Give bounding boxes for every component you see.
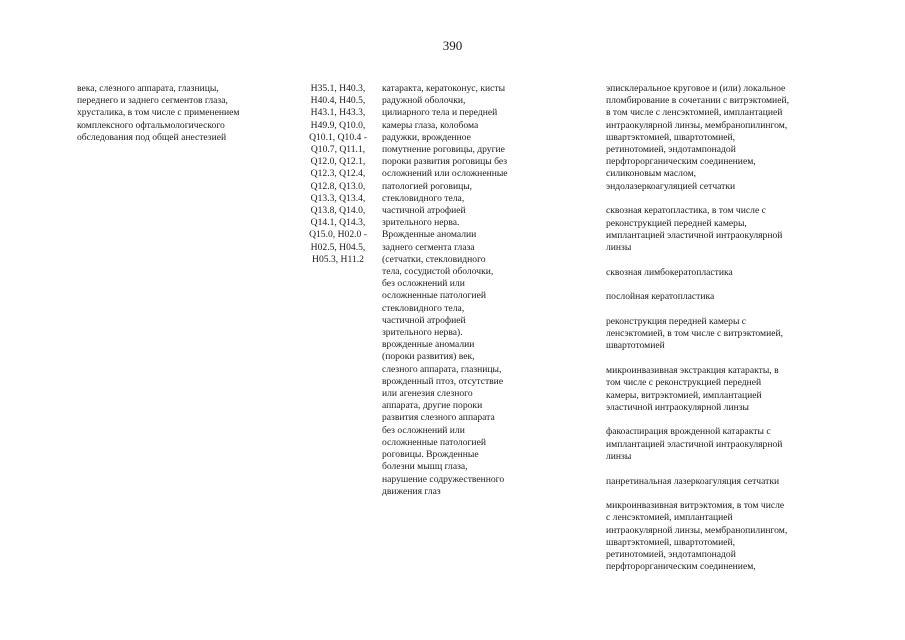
treatment-method-entry bbox=[606, 476, 821, 488]
text-line: без осложнений или bbox=[382, 424, 465, 436]
text-line: слезного аппарата, глазницы, bbox=[382, 363, 502, 375]
text-line: аппарата, другие пороки bbox=[382, 400, 483, 412]
text-line: в том числе с ленсэктомией, имплантацией bbox=[606, 107, 783, 119]
text-line: камеры глаза, колобома bbox=[382, 119, 479, 131]
text-line: Q15.0, H02.0 - bbox=[309, 229, 367, 241]
text-line: панретинальная лазеркоагуляция сетчатки bbox=[606, 475, 780, 487]
text-line: пломбирование в сочетании с витрэктомией, bbox=[606, 95, 789, 107]
text-line: перфторорганическим соединением, bbox=[606, 156, 756, 168]
text-line: (пороки развития) век, bbox=[382, 351, 475, 363]
text-line: Q12.0, Q12.1, bbox=[310, 156, 366, 168]
text-line: интраокулярной линзы, мембранопилингом, bbox=[606, 119, 788, 131]
text-line: ретинотомией, эндотампонадой bbox=[606, 549, 736, 561]
text-line: швартэктомией, швартотомией, bbox=[606, 536, 736, 548]
text-line: H02.5, H04.5, bbox=[310, 241, 366, 253]
text-line: имплантацией эластичной интраокулярной bbox=[606, 438, 783, 450]
page-number: 390 bbox=[442, 38, 463, 53]
text-line: эндолазеркоагуляцией сетчатки bbox=[606, 180, 736, 192]
text-line: осложненные патологией bbox=[382, 290, 486, 302]
text-line: радужки, врожденное bbox=[382, 131, 471, 143]
text-line: эписклеральное круговое и (или) локальное bbox=[606, 83, 786, 94]
text-line: микроинвазивная экстракция катаракты, в bbox=[606, 365, 779, 377]
treatment-method-entry bbox=[606, 500, 821, 573]
text-line: врожденный птоз, отсутствие bbox=[382, 375, 504, 387]
text-line: осложнений или осложненные bbox=[382, 168, 508, 180]
treatment-method-entry bbox=[606, 83, 821, 193]
text-line: Q14.1, Q14.3, bbox=[310, 217, 366, 229]
text-line: H40.4, H40.5, bbox=[310, 95, 366, 107]
text-line: осложненные патологией bbox=[382, 436, 486, 448]
text-line: Q10.1, Q10.4 - bbox=[309, 131, 367, 143]
text-line: ленсэктомией, в том числе с витрэктомией, bbox=[606, 328, 784, 340]
text-line: стекловидного тела, bbox=[382, 302, 465, 314]
text-line: эластичной интраокулярной линзы bbox=[606, 401, 749, 413]
text-line: зрительного нерва). bbox=[382, 327, 463, 339]
text-line: перфторорганическим соединением, bbox=[606, 561, 756, 573]
text-line: Q13.8, Q14.0, bbox=[310, 205, 366, 217]
text-line: ретинотомией, эндотампонадой bbox=[606, 144, 736, 156]
text-line: болезни мышц глаза, bbox=[382, 461, 468, 473]
text-line: линзы bbox=[606, 241, 632, 253]
text-line: (сетчатки, стекловидного bbox=[382, 253, 486, 265]
text-line: имплантацией эластичной интраокулярной bbox=[606, 229, 783, 241]
column-icd-codes bbox=[302, 83, 374, 266]
text-line: сквозная лимбокератопластика bbox=[606, 266, 733, 278]
text-line: том числе с реконструкцией передней bbox=[606, 377, 762, 389]
text-line: помутнение роговицы, другие bbox=[382, 144, 505, 156]
text-line: H35.1, H40.3, bbox=[310, 83, 366, 94]
treatment-method-entry bbox=[606, 291, 821, 303]
text-line: тела, сосудистой оболочки, bbox=[382, 266, 494, 278]
text-line: движения глаз bbox=[382, 485, 441, 497]
text-line: пороки развития роговицы без bbox=[382, 156, 508, 168]
text-line: частичной атрофией bbox=[382, 205, 466, 217]
text-line: H49.9, Q10.0, bbox=[310, 119, 366, 131]
text-line: Q13.3, Q13.4, bbox=[310, 192, 366, 204]
treatment-method-entry bbox=[606, 205, 821, 254]
text-line: H05.3, H11.2 bbox=[312, 253, 364, 265]
treatment-method-entry bbox=[606, 267, 821, 279]
text-line: Q12.8, Q13.0, bbox=[310, 180, 366, 192]
text-line: или агенезия слезного bbox=[382, 388, 473, 400]
column-patient-model bbox=[382, 83, 582, 498]
text-line: нарушение содружественного bbox=[382, 473, 505, 485]
text-line: радужной оболочки, bbox=[382, 95, 466, 107]
treatment-method-entry bbox=[606, 365, 821, 414]
column-treatment-methods bbox=[606, 83, 821, 586]
text-line: патологией роговицы, bbox=[382, 180, 473, 192]
text-line: реконструкция передней камеры с bbox=[606, 316, 747, 328]
text-line: хрусталика, в том числе с применением bbox=[77, 107, 240, 119]
text-line: века, слезного аппарата, глазницы, bbox=[77, 83, 219, 94]
text-line: факоаспирация врожденной катаракты с bbox=[606, 426, 771, 438]
text-line: реконструкцией передней камеры, bbox=[606, 217, 747, 229]
text-line: стекловидного тела, bbox=[382, 192, 465, 204]
text-line: зрительного нерва. bbox=[382, 217, 460, 229]
text-line: сквозная кератопластика, в том числе с bbox=[606, 205, 766, 217]
text-line: интраокулярной линзы, мембранопилингом, bbox=[606, 524, 788, 536]
text-line: Q12.3, Q12.4, bbox=[310, 168, 366, 180]
text-line: силиконовым маслом, bbox=[606, 168, 697, 180]
text-line: швартэктомией, швартотомией, bbox=[606, 131, 736, 143]
text-line: комплексного офтальмологического bbox=[77, 119, 225, 131]
text-line: Q10.7, Q11.1, bbox=[310, 144, 366, 156]
text-line: роговицы. Врожденные bbox=[382, 449, 479, 461]
text-line: частичной атрофией bbox=[382, 314, 466, 326]
text-line: линзы bbox=[606, 450, 632, 462]
text-line: с ленсэктомией, имплантацией bbox=[606, 512, 733, 524]
column-diagnosis-description bbox=[77, 83, 282, 144]
treatment-method-entry bbox=[606, 426, 821, 463]
text-line: микроинвазивная витрэктомия, в том числе bbox=[606, 500, 785, 512]
text-line: катаракта, кератоконус, кисты bbox=[382, 83, 506, 94]
text-line: Врожденные аномалии bbox=[382, 229, 477, 241]
text-line: швартотомией bbox=[606, 340, 665, 352]
text-line: развития слезного аппарата bbox=[382, 412, 495, 424]
text-line: без осложнений или bbox=[382, 278, 465, 290]
text-line: переднего и заднего сегментов глаза, bbox=[77, 95, 228, 107]
text-line: H43.1, H43.3, bbox=[310, 107, 366, 119]
text-line: обследования под общей анестезией bbox=[77, 131, 227, 143]
text-line: врожденные аномалии bbox=[382, 339, 475, 351]
text-line: цилиарного тела и передней bbox=[382, 107, 498, 119]
text-line: камеры, витрэктомией, имплантацией bbox=[606, 389, 762, 401]
text-line: заднего сегмента глаза bbox=[382, 241, 475, 253]
text-line: послойная кератопластика bbox=[606, 291, 715, 303]
treatment-method-entry bbox=[606, 316, 821, 353]
